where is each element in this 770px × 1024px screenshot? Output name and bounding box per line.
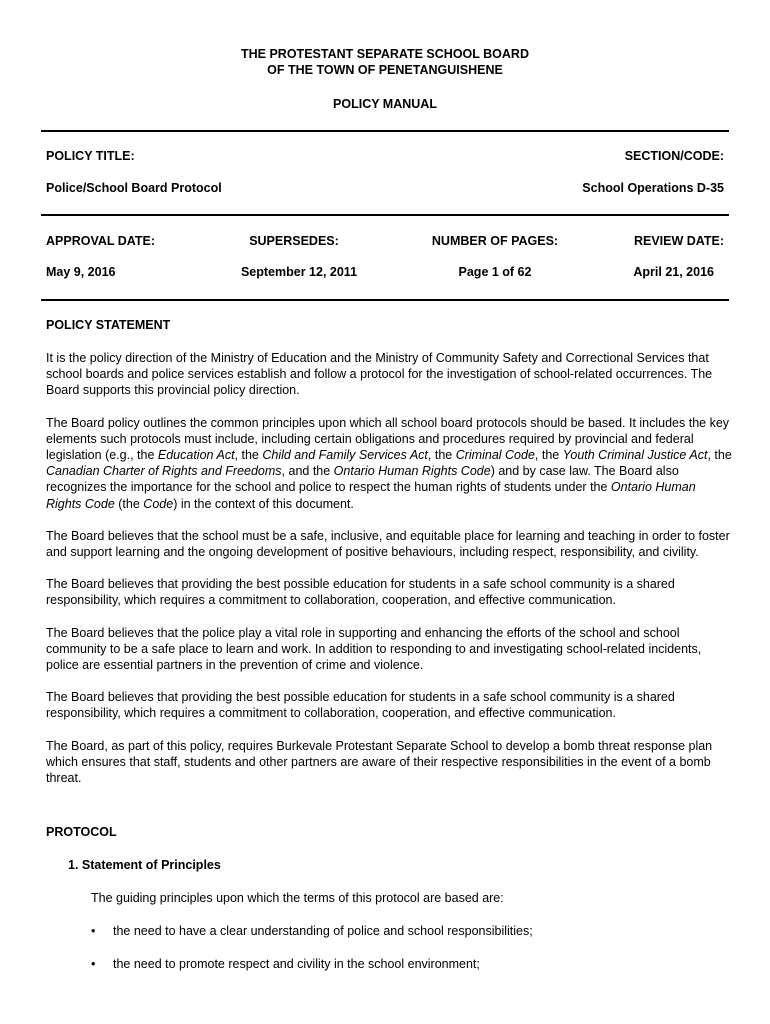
protocol-intro: The guiding principles upon which the terms of this protocol are based are: (91, 891, 504, 905)
approval-date-value: May 9, 2016 (46, 265, 116, 279)
header-line-1: THE PROTESTANT SEPARATE SCHOOL BOARD (241, 47, 529, 61)
paragraph: The Board, as part of this policy, requires Burkevale Protestant Separate School to develop a bomb threat response plan which ensures that staff, students and other partners are aware of their respective responsibilities in the event of a bomb threat. (46, 738, 713, 786)
protocol-heading: PROTOCOL (46, 825, 117, 839)
paragraph: The Board believes that providing the best possible education for students in a safe school community is a shared responsibility, which requires a commitment to collaboration, cooperation, and effective communication. (46, 577, 675, 608)
paragraph: The Board believes that the school must be a safe, inclusive, and equitable place for learning and teaching in order to foster and support learning and the ongoing development of positive behaviours, including respect, responsibility, and civility. (46, 528, 730, 560)
paragraph: It is the policy direction of the Ministry of Education and the Ministry of Community Safety and Correctional Services that school boards and police services establish and follow a protocol for the investigation of school-related occurrences. The Board supports this provincial policy direction. (46, 351, 713, 398)
number-of-pages-value: Page 1 of 62 (458, 265, 532, 279)
supersedes-label: SUPERSEDES: (249, 234, 339, 248)
policy-title-label: POLICY TITLE: (46, 149, 135, 163)
manual-title: POLICY MANUAL (333, 97, 437, 111)
section-1-title: 1. Statement of Principles (68, 858, 221, 872)
list-item: • the need to have a clear understanding of police and school responsibilities; (91, 924, 533, 938)
paragraph: The Board believes that the police play a vital role in supporting and enhancing the efforts of the school and school community to be a safe place to learn and work. In addition to responding to and investigating school-related incidents, police are essential partners in the prevention of crime and violence. (46, 625, 702, 673)
bullet-icon: • (91, 924, 96, 938)
review-date-label: REVIEW DATE: (633, 234, 724, 248)
section-code-value: School Operations D-35 (582, 181, 724, 195)
number-of-pages-label: NUMBER OF PAGES: (431, 234, 559, 248)
divider (41, 214, 729, 216)
divider (41, 299, 729, 301)
review-date-value: April 21, 2016 (633, 265, 714, 279)
supersedes-value: September 12, 2011 (240, 265, 358, 279)
document-header (0, 46, 770, 78)
bullet-icon: • (91, 957, 96, 971)
approval-date-label: APPROVAL DATE: (46, 234, 156, 248)
policy-statement-body (46, 350, 732, 802)
header-line-2: OF THE TOWN OF PENETANGUISHENE (267, 63, 503, 77)
paragraph: The Board policy outlines the common principles upon which all school board protocols should be based. It includes the key elements such protocols must include, including certain obligations and procedures required by provincial and federal legislation (e.g., the Education Act, the Child and Family Services Act, the Criminal Code, the Youth Criminal Justice Act, the Canadian Charter of Rights and Freedoms, and the Ontario Human Rights Code) and by case law. The Board also recognizes the importance for the school and police to respect the human rights of students under the Ontario Human Rights Code (the Code) in the context of this document. (46, 415, 732, 511)
policy-title-value: Police/School Board Protocol (46, 181, 222, 195)
divider (41, 130, 729, 132)
policy-statement-heading: POLICY STATEMENT (46, 318, 171, 332)
section-code-label: SECTION/CODE: (624, 149, 724, 163)
list-item: • the need to promote respect and civility in the school environment; (91, 957, 480, 971)
paragraph: The Board believes that providing the best possible education for students in a safe school community is a shared responsibility, which requires a commitment to collaboration, cooperation, and effective communication. (46, 690, 675, 721)
